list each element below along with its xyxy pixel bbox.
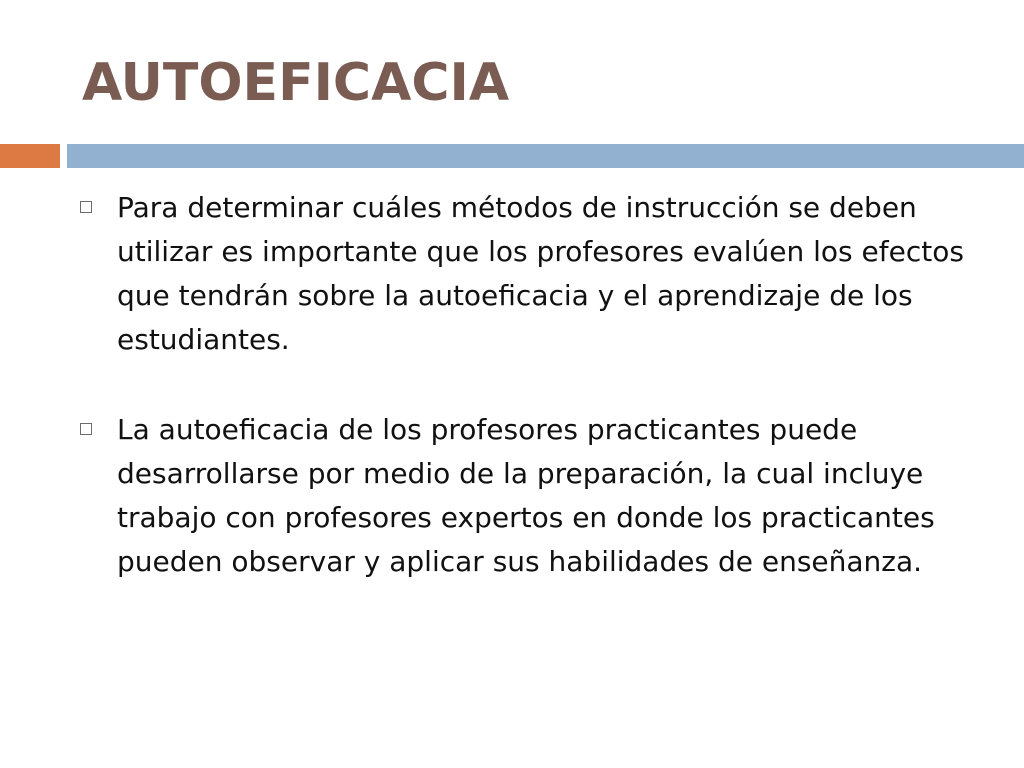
hollow-square-bullet-icon (80, 201, 92, 213)
bullet-item-1 (80, 186, 980, 362)
slide-content (80, 186, 980, 630)
hollow-square-bullet-icon (80, 423, 92, 435)
accent-bar-blue (67, 144, 1024, 168)
bullet-text-2: La autoeficacia de los profesores practicantes puede desarrollarse por medio de la preparación, la cual incluye trabajo con profesores expertos en donde los practicantes pueden observar y aplicar sus habilidades de enseñanza. (117, 413, 935, 578)
accent-bar-orange (0, 144, 60, 168)
bullet-text-1: Para determinar cuáles métodos de instrucción se deben utilizar es importante que los profesores evalúen los efectos que tendrán sobre la autoeficacia y el aprendizaje de los estudiantes. (117, 191, 964, 356)
slide-title: AUTOEFICACIA (82, 53, 510, 113)
bullet-item-2 (80, 408, 980, 584)
